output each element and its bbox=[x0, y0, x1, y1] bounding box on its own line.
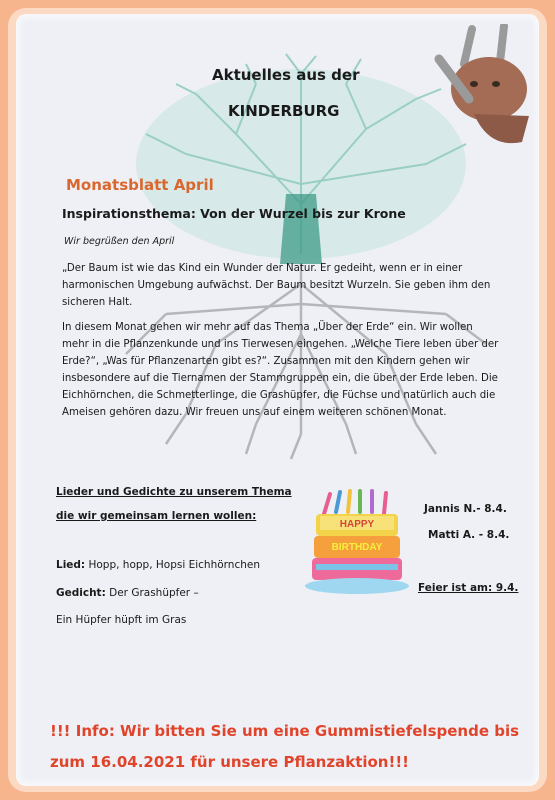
header-line-2: KINDERBURG bbox=[228, 102, 340, 120]
birthday-entry: Jannis N.- 8.4. bbox=[424, 503, 507, 515]
birthday-entry: Matti A. - 8.4. bbox=[428, 529, 510, 541]
flyer-page bbox=[16, 14, 539, 786]
poem-title-line-2: Ein Hüpfer hüpft im Gras bbox=[56, 614, 187, 626]
theme-heading: Inspirationsthema: Von der Wurzel bis zur Krone bbox=[62, 206, 406, 221]
party-date: Feier ist am: 9.4. bbox=[418, 582, 519, 594]
poem-label: Gedicht: bbox=[56, 587, 106, 599]
songs-heading-2: die wir gemeinsam lernen wollen: bbox=[56, 510, 257, 522]
song-title: Hopp, hopp, Hopsi Eichhörnchen bbox=[85, 559, 260, 571]
song-label: Lied: bbox=[56, 559, 86, 571]
song-entry bbox=[56, 559, 260, 571]
header-line-1: Aktuelles aus der bbox=[212, 66, 360, 84]
cake-text-happy: HAPPY bbox=[339, 519, 375, 530]
poem-title: Der Grashüpfer – bbox=[105, 587, 199, 599]
info-notice: !!! Info: Wir bitten Sie um eine Gummistiefelspende bis zum 16.04.2021 für unsere Pflanzaktion!!! bbox=[50, 722, 520, 771]
bunny-puppet-image bbox=[434, 24, 539, 154]
poem-entry bbox=[56, 587, 199, 599]
month-title: Monatsblatt April bbox=[66, 176, 214, 194]
main-paragraph: In diesem Monat gehen wir mehr auf das Thema „Über der Erde“ ein. Wir wollen mehr in die Pflanzenkunde und ins Tierwesen eingehen. „Welche Tiere leben über der Erde?“, „Was für Pflanzenarten gibt es?“. Zusammen mit den Kindern gehen wir insbesondere auf die Tiernamen der Stammgruppen ein, die über der Erde leben. Die Eichhörnchen, die Schmetterlinge, die Grashüpfer, die Füchse und natürlich auch die Ameisen gehören dazu. Wir freuen uns auf einem weiteren schönen Monat. bbox=[62, 322, 499, 418]
songs-heading-1: Lieder und Gedichte zu unserem Thema bbox=[56, 486, 292, 498]
cake-text-birthday: BIRTHDAY bbox=[331, 542, 383, 553]
intro-paragraph: „Der Baum ist wie das Kind ein Wunder der Natur. Er gedeiht, wenn er in einer harmonischen Umgebung aufwächst. Der Baum besitzt Wurzeln. Sie geben ihm den sicheren Halt. bbox=[62, 263, 491, 308]
greeting: Wir begrüßen den April bbox=[64, 236, 175, 247]
birthday-cake-image bbox=[302, 486, 412, 606]
